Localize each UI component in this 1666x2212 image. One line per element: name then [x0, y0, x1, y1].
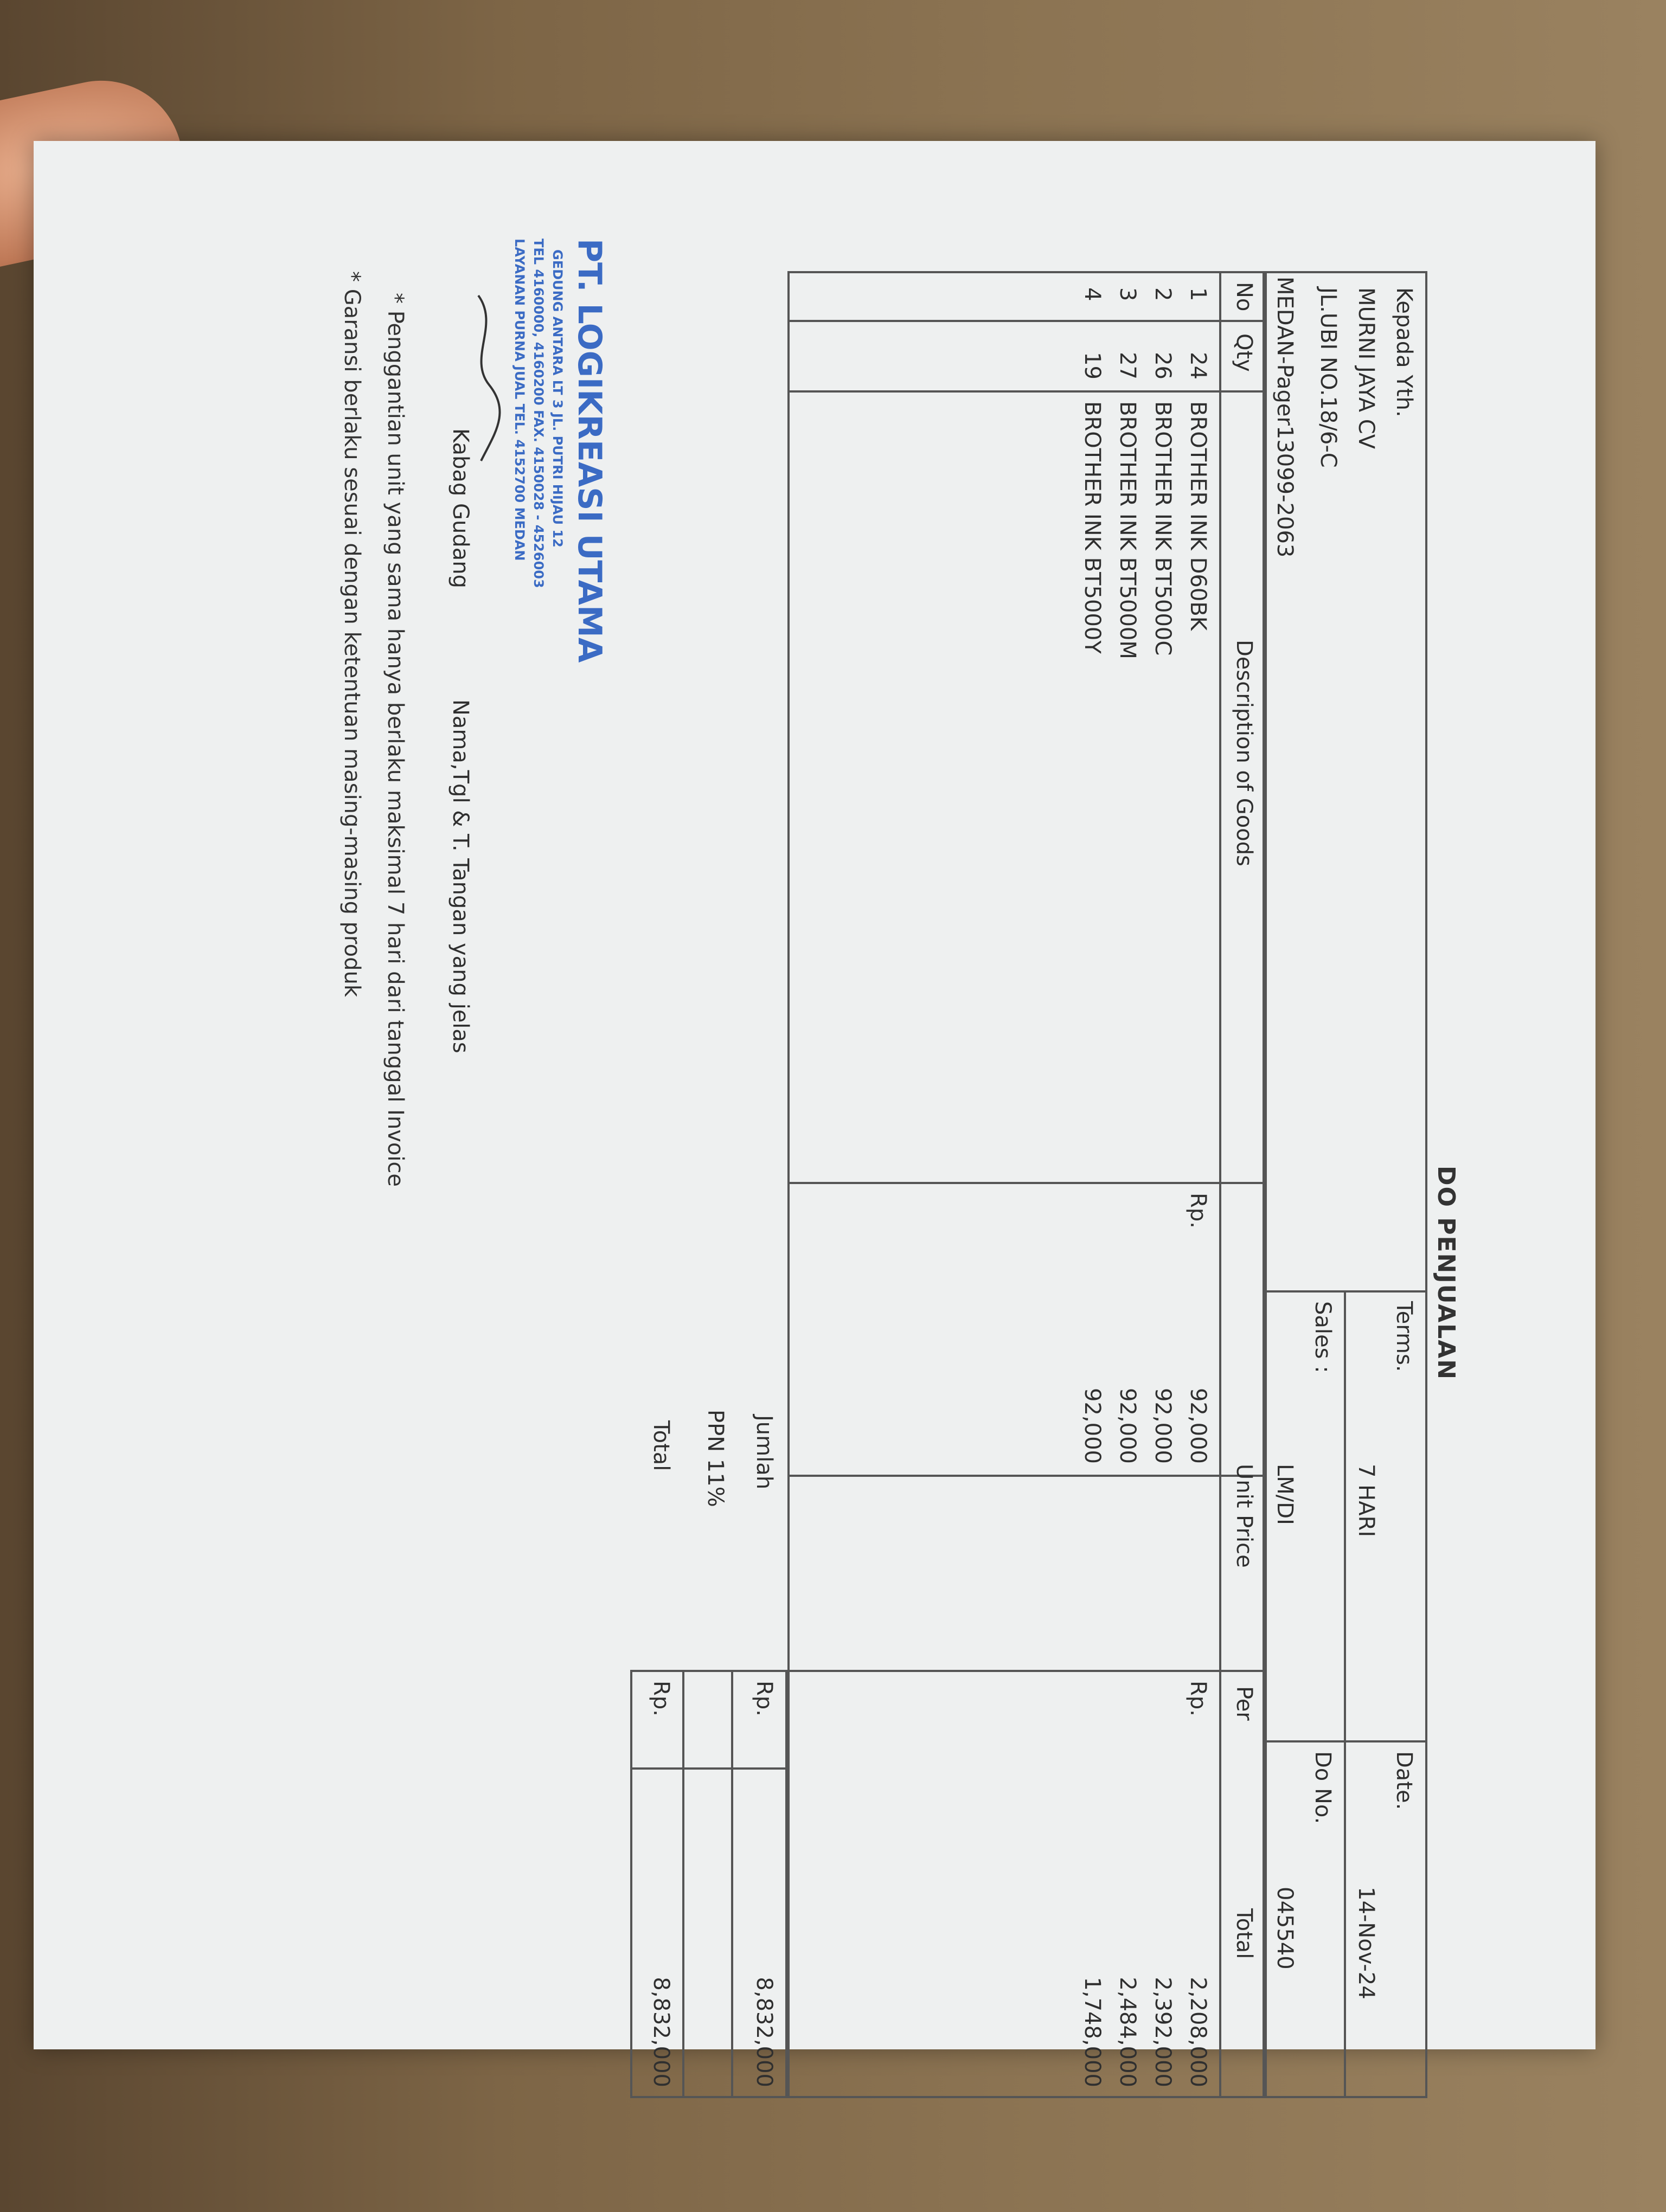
do-no-label: Do No. [1310, 1751, 1335, 1824]
row-2-total: 2,392,000 [1150, 1977, 1175, 2087]
col-divider-qty [787, 390, 1265, 393]
col-divider-desc [787, 1182, 1265, 1184]
row-3-total: 2,484,000 [1115, 1977, 1140, 2087]
do-no-value: 045540 [1272, 1887, 1297, 1970]
col-header-price: Unit Price [1232, 1464, 1257, 1568]
terms-value: 7 HARI [1354, 1464, 1379, 1538]
date-value: 14-Nov-24 [1354, 1887, 1379, 1999]
row-4-total: 1,748,000 [1080, 1977, 1105, 2087]
sales-value: LM/DI [1272, 1464, 1297, 1525]
note-1: * Penggantian unit yang sama hanya berlaku maksimal 7 hari dari tanggal Invoice [383, 293, 408, 1187]
row-1-no: 1 [1186, 287, 1210, 301]
company-stamp-name: PT. LOGIKREASI UTAMA [571, 239, 608, 663]
ppn-label: PPN 11% [703, 1410, 728, 1507]
row-1-total-currency: Rp. [1186, 1681, 1210, 1716]
row-4-desc: BROTHER INK BT5000Y [1080, 401, 1105, 654]
row-1-qty: 24 [1186, 352, 1210, 380]
row-1-unit-price: 92,000 [1186, 1388, 1210, 1464]
summary-line-2 [682, 1670, 684, 2098]
col-divider-price [787, 1475, 1265, 1477]
total-currency: Rp. [649, 1681, 674, 1716]
row-4-qty: 19 [1080, 352, 1105, 380]
row-3-qty: 27 [1115, 352, 1140, 380]
header-mid-line [1344, 1290, 1346, 2098]
document-title: DO PENJUALAN [1432, 1166, 1460, 1381]
col-header-desc: Description of Goods [1232, 640, 1257, 866]
sales-label: Sales : [1310, 1301, 1335, 1373]
signature-right-label: Nama,Tgl & T. Tangan yang jelas [448, 699, 473, 1053]
kepada-label: Kepada Yth. [1392, 287, 1417, 417]
col-header-no: No [1232, 282, 1257, 312]
row-2-unit-price: 92,000 [1150, 1388, 1175, 1464]
summary-divider [630, 1767, 787, 1770]
col-divider-no [787, 320, 1265, 322]
jumlah-currency: Rp. [752, 1681, 777, 1716]
date-label: Date. [1392, 1751, 1417, 1810]
col-header-qty: Qty [1232, 333, 1257, 372]
signature-left-label: Kabag Gudang [448, 428, 473, 589]
row-4-unit-price: 92,000 [1080, 1388, 1105, 1464]
header-divider-1 [1265, 1290, 1427, 1293]
row-4-no: 4 [1080, 287, 1105, 301]
row-1-total: 2,208,000 [1186, 1977, 1210, 2087]
note-2: * Garansi berlaku sesuai dengan ketentuan masing-masing produk [339, 271, 364, 998]
row-1-currency: Rp. [1186, 1193, 1210, 1229]
row-2-desc: BROTHER INK BT5000C [1150, 401, 1175, 656]
jumlah-label: Jumlah [752, 1415, 777, 1490]
row-3-desc: BROTHER INK BT5000M [1115, 401, 1140, 659]
company-stamp-line-3: LAYANAN PURNA JUAL TEL. 4152700 MEDAN [512, 239, 527, 561]
row-2-qty: 26 [1150, 352, 1175, 380]
row-2-no: 2 [1150, 287, 1175, 301]
summary-line-1 [731, 1670, 733, 2098]
header-divider-2 [1265, 1740, 1427, 1742]
terms-label: Terms. [1392, 1301, 1417, 1372]
row-3-unit-price: 92,000 [1115, 1388, 1140, 1464]
company-stamp-line-1: GEDUNG ANTARA LT 3 JL. PUTRI HIJAU 12 [550, 249, 565, 548]
row-1-desc: BROTHER INK D60BK [1186, 401, 1210, 631]
customer-city: MEDAN-Pager13099-2063 [1272, 276, 1297, 558]
col-header-total: Total [1232, 1908, 1257, 1959]
company-stamp-line-2: TEL 4160000, 4160200 FAX. 4150028 - 4526003 [531, 239, 546, 588]
customer-name: MURNI JAYA CV [1354, 287, 1379, 449]
col-divider-per [787, 1670, 1265, 1672]
customer-address: JL.UBI NO.18/6-C [1316, 287, 1341, 468]
col-header-per: Per [1232, 1686, 1257, 1721]
jumlah-value: 8,832,000 [752, 1977, 777, 2087]
total-value: 8,832,000 [649, 1977, 674, 2087]
items-header-line [1219, 271, 1221, 2098]
total-label: Total [649, 1420, 674, 1471]
row-3-no: 3 [1115, 287, 1140, 301]
